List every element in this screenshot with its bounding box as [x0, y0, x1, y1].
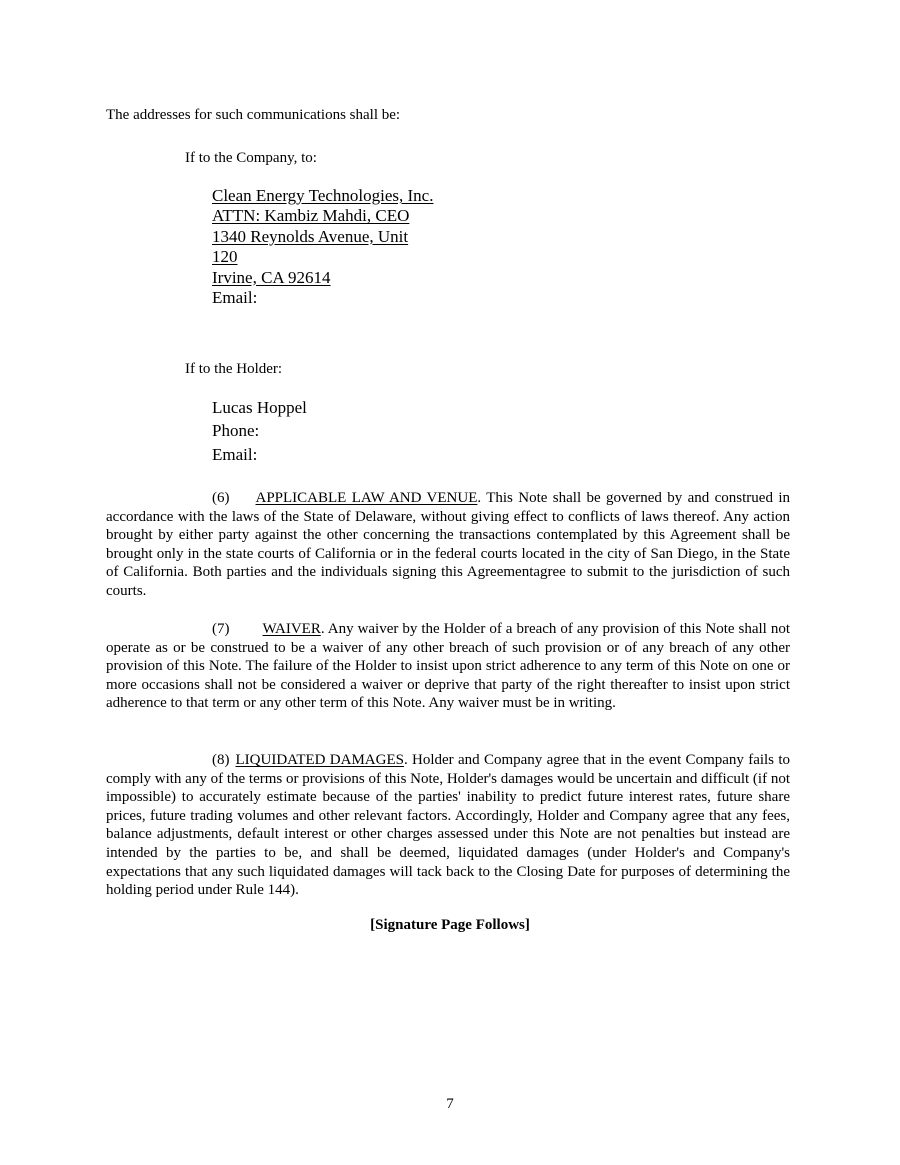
section-body: . This Note shall be governed by and construed in accordance with the laws of the State of Delaware, without giving effect to conflicts of laws thereof. Any action brought by either party against the other concerning the transactions contemplated by this Agreement shall be brought only in the state courts of California or in the federal courts located in the city of San Diego, in the State of California. Both parties and the individuals signing this Agreementagree to submit to the jurisdiction of such courts.	[106, 490, 790, 599]
section-body: . Holder and Company agree that in the event Company fails to comply with any of the terms or provisions of this Note, Holder's damages would be uncertain and difficult (if not impossible) to accurately estimate because of the parties' inability to predict future interest rates, future share prices, future trading volumes and other relevant factors. Accordingly, Holder and Company agree that any fees, balance adjustments, default interest or other charges assessed under this Note are not penalties but instead are intended by the parties to be, and shall be deemed, liquidated damages (under Holder's and Company's expectations that any such liquidated damages will tack back to the Closing Date for purposes of determining the holding period under Rule 144).	[106, 752, 790, 899]
section-heading: LIQUIDATED DAMAGES	[235, 752, 404, 768]
section-applicable-law	[106, 489, 790, 601]
section-heading: APPLICABLE LAW AND VENUE	[255, 490, 478, 506]
section-waiver	[106, 620, 790, 713]
page-number: 7	[446, 1096, 454, 1112]
holder-address-block	[212, 396, 307, 466]
company-unit: 120	[212, 247, 238, 267]
section-number: (7)	[212, 621, 230, 637]
section-number: (8)	[212, 752, 230, 768]
holder-label: If to the Holder:	[185, 361, 283, 377]
company-street: 1340 Reynolds Avenue, Unit	[212, 226, 409, 246]
company-label: If to the Company, to:	[185, 150, 317, 166]
company-city: Irvine, CA 92614	[212, 267, 331, 287]
company-email-label: Email:	[212, 288, 258, 308]
company-attn: ATTN: Kambiz Mahdi, CEO	[212, 206, 410, 226]
section-body: . Any waiver by the Holder of a breach of any provision of this Note shall not operate as or be construed to be a waiver of any other breach of such provision or of any breach of any other provision of this Note. The failure of the Holder to insist upon strict adherence to any term of this Note on one or more occasions shall not be considered a waiver or deprive that party of the right thereafter to insist upon strict adherence to that term or any other term of this Note. Any waiver must be in writing.	[106, 621, 790, 712]
section-number: (6)	[212, 490, 230, 506]
signature-page-note: [Signature Page Follows]	[370, 917, 530, 933]
holder-email-label: Email:	[212, 444, 258, 464]
company-address-block	[212, 186, 433, 308]
holder-name: Lucas Hoppel	[212, 398, 307, 417]
addresses-intro: The addresses for such communications shall be:	[106, 107, 401, 123]
section-heading: WAIVER	[262, 621, 321, 637]
company-name: Clean Energy Technologies, Inc.	[212, 186, 434, 205]
section-liquidated-damages	[106, 751, 790, 900]
holder-phone-label: Phone:	[212, 421, 260, 441]
